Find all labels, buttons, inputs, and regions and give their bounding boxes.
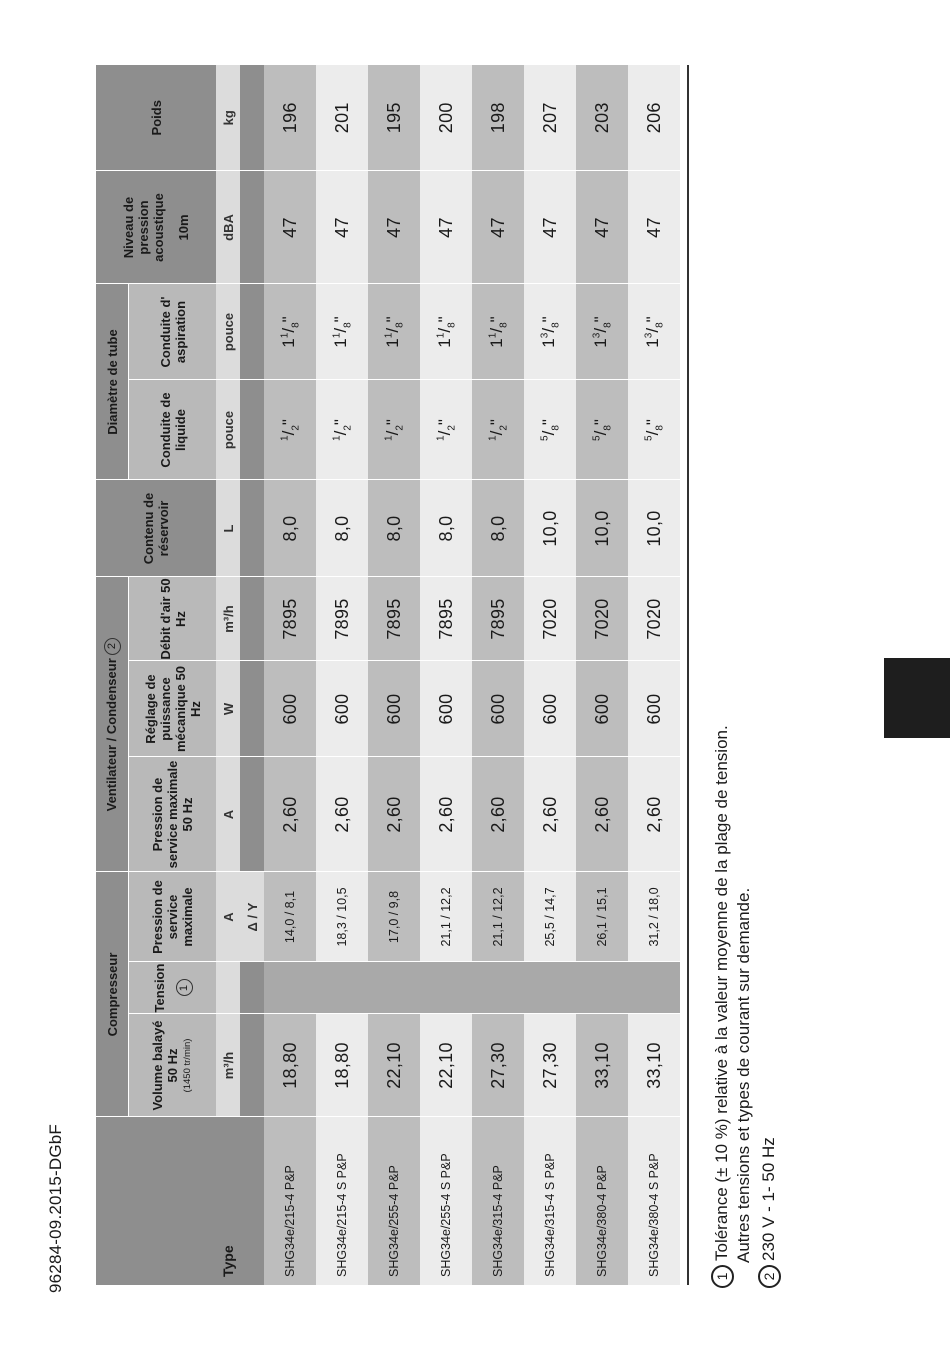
volume-cell: 18,80 (316, 1014, 368, 1117)
header-volume-rpm: (1450 tr/min) (182, 1038, 193, 1093)
header-contenu: Contenu de réservoir (96, 480, 216, 577)
pression-max-cell: 26,1 / 15,1 (576, 872, 628, 962)
debit-cell: 7020 (524, 577, 576, 661)
footnote-2-text: 230 V - 1- 50 Hz (758, 1137, 778, 1261)
contenu-cell: 8,0 (264, 480, 316, 577)
header-ventilateur (96, 577, 129, 872)
poids-cell: 196 (264, 65, 316, 171)
conduite-aspiration-cell: $1^1/_8$" (420, 284, 472, 380)
tension-cell (264, 962, 680, 1014)
reglage-cell: 600 (368, 661, 420, 757)
header-niveau-distance: 10m (176, 214, 191, 241)
conduite-liquide-cell: $^5/_8$" (524, 380, 576, 480)
table-row (316, 65, 368, 1285)
type-cell: SHG34e/215-4 S P&P (316, 1117, 368, 1285)
pression-vent-cell: 2,60 (316, 757, 368, 872)
conduite-aspiration-cell: $1^3/_8$" (576, 284, 628, 380)
contenu-cell: 8,0 (420, 480, 472, 577)
debit-cell: 7895 (264, 577, 316, 661)
reglage-cell: 600 (420, 661, 472, 757)
document-id: 96284-09.2015-DGbF (46, 1124, 65, 1293)
type-cell: SHG34e/215-4 P&P (264, 1117, 316, 1285)
footnote-2-circle: 2 (758, 1265, 781, 1288)
reglage-cell: 600 (472, 661, 524, 757)
table-bottom-rule (687, 65, 689, 1285)
contenu-cell: 10,0 (524, 480, 576, 577)
unit-row2-niveau (240, 171, 264, 284)
pression-max-cell: 21,1 / 12,2 (472, 872, 524, 962)
unit-row2-poids (240, 65, 264, 171)
poids-cell: 201 (316, 65, 368, 171)
volume-cell: 33,10 (576, 1014, 628, 1117)
conduite-liquide-cell: $^5/_8$" (576, 380, 628, 480)
contenu-cell: 10,0 (628, 480, 680, 577)
conduite-liquide-cell: $^1/_2$" (368, 380, 420, 480)
conduite-aspiration-cell: $1^3/_8$" (524, 284, 576, 380)
unit-row2-aspiration (240, 284, 264, 380)
pression-vent-cell: 2,60 (524, 757, 576, 872)
unit-conduite-aspiration: pouce (216, 284, 240, 380)
header-type-spacer (96, 1117, 216, 1285)
header-volume-freq: 50 Hz (165, 1048, 180, 1083)
niveau-cell: 47 (576, 171, 628, 284)
conduite-aspiration-cell: $1^1/_8$" (264, 284, 316, 380)
header-compresseur: Compresseur (96, 872, 129, 1117)
poids-cell: 198 (472, 65, 524, 171)
footnote-1-circle: 1 (711, 1265, 734, 1288)
footnote-1-line1: Tolérance (± 10 %) relative à la valeur moyenne de la plage de tension. (711, 725, 731, 1261)
unit-volume: m³/h (216, 1014, 240, 1117)
unit-row2-pression-vent (240, 757, 264, 872)
type-cell: SHG34e/255-4 S P&P (420, 1117, 472, 1285)
conduite-aspiration-cell: $1^3/_8$" (628, 284, 680, 380)
header-ventilateur-label: Ventilateur / Condenseur (103, 658, 119, 812)
niveau-cell: 47 (316, 171, 368, 284)
unit-poids: kg (216, 65, 240, 171)
header-volume (129, 1014, 216, 1117)
unit-debit: m³/h (216, 577, 240, 661)
type-cell: SHG34e/380-4 P&P (576, 1117, 628, 1285)
conduite-aspiration-cell: $1^1/_8$" (472, 284, 524, 380)
volume-cell: 33,10 (628, 1014, 680, 1117)
reglage-cell: 600 (264, 661, 316, 757)
volume-cell: 22,10 (420, 1014, 472, 1117)
footnote-2-marker: 2 (104, 638, 121, 655)
unit-pression-vent: A (216, 757, 240, 872)
contenu-cell: 8,0 (472, 480, 524, 577)
pression-max-cell: 25,5 / 14,7 (524, 872, 576, 962)
footnote-1-marker: 1 (176, 980, 193, 997)
pression-vent-cell: 2,60 (420, 757, 472, 872)
contenu-cell: 10,0 (576, 480, 628, 577)
pression-max-cell: 18,3 / 10,5 (316, 872, 368, 962)
table-row (368, 65, 420, 1285)
niveau-cell: 47 (368, 171, 420, 284)
debit-cell: 7895 (316, 577, 368, 661)
type-cell: SHG34e/315-4 S P&P (524, 1117, 576, 1285)
table-row (264, 65, 316, 1285)
poids-cell: 203 (576, 65, 628, 171)
niveau-cell: 47 (420, 171, 472, 284)
pression-vent-cell: 2,60 (264, 757, 316, 872)
conduite-liquide-cell: $^1/_2$" (420, 380, 472, 480)
type-cell: SHG34e/380-4 S P&P (628, 1117, 680, 1285)
pression-max-cell: 21,1 / 12,2 (420, 872, 472, 962)
conduite-aspiration-cell: $1^1/_8$" (368, 284, 420, 380)
conduite-liquide-cell: $^1/_2$" (264, 380, 316, 480)
unit-contenu: L (216, 480, 240, 577)
volume-cell: 27,30 (524, 1014, 576, 1117)
header-debit: Débit d'air 50 Hz (129, 577, 216, 661)
reglage-cell: 600 (628, 661, 680, 757)
debit-cell: 7020 (628, 577, 680, 661)
unit-row2-contenu (240, 480, 264, 577)
reglage-cell: 600 (524, 661, 576, 757)
volume-cell: 18,80 (264, 1014, 316, 1117)
footnote-1 (711, 725, 734, 1288)
header-diametre: Diamètre de tube (96, 284, 129, 480)
debit-cell: 7895 (472, 577, 524, 661)
pression-max-cell: 14,0 / 8,1 (264, 872, 316, 962)
header-poids: Poids (96, 65, 216, 171)
unit-niveau: dBA (216, 171, 240, 284)
header-conduite-aspiration: Conduite d' aspiration (129, 284, 216, 380)
niveau-cell: 47 (472, 171, 524, 284)
unit-row2-debit (240, 577, 264, 661)
niveau-cell: 47 (628, 171, 680, 284)
volume-cell: 22,10 (368, 1014, 420, 1117)
pression-vent-cell: 2,60 (628, 757, 680, 872)
unit-row2-reglage (240, 661, 264, 757)
debit-cell: 7895 (420, 577, 472, 661)
footnote-1-line2: Autres tensions et types de courant sur demande. (734, 887, 753, 1263)
header-tension-label: Tension (152, 963, 168, 1013)
poids-cell: 207 (524, 65, 576, 171)
unit-conduite-liquide: pouce (216, 380, 240, 480)
header-pression-max: Pression de service maximale (129, 872, 216, 962)
volume-cell: 27,30 (472, 1014, 524, 1117)
conduite-liquide-cell: $^1/_2$" (472, 380, 524, 480)
unit-pression-max-sub: Δ / Y (240, 872, 264, 962)
unit-row2-liquide (240, 380, 264, 480)
unit-row2-tension (240, 962, 264, 1014)
table-row (524, 65, 576, 1285)
pression-vent-cell: 2,60 (576, 757, 628, 872)
contenu-cell: 8,0 (316, 480, 368, 577)
unit-row2-type (240, 1117, 264, 1285)
header-niveau-label: Niveau de pression acoustique (121, 193, 166, 262)
debit-cell: 7895 (368, 577, 420, 661)
reglage-cell: 600 (316, 661, 368, 757)
type-cell: SHG34e/255-4 P&P (368, 1117, 420, 1285)
poids-cell: 206 (628, 65, 680, 171)
pression-vent-cell: 2,60 (472, 757, 524, 872)
poids-cell: 200 (420, 65, 472, 171)
conduite-aspiration-cell: $1^1/_8$" (316, 284, 368, 380)
poids-cell: 195 (368, 65, 420, 171)
technical-data-table (96, 65, 680, 1285)
chapter-tab-marker (884, 658, 950, 738)
debit-cell: 7020 (576, 577, 628, 661)
reglage-cell: 600 (576, 661, 628, 757)
unit-pression-max: A (216, 872, 240, 962)
header-type: Type (216, 1117, 240, 1285)
unit-row2-volume (240, 1014, 264, 1117)
table-row (420, 65, 472, 1285)
conduite-liquide-cell: $^5/_8$" (628, 380, 680, 480)
type-cell: SHG34e/315-4 P&P (472, 1117, 524, 1285)
header-tension (129, 962, 216, 1014)
header-conduite-liquide: Conduite de liquide (129, 380, 216, 480)
table-row (472, 65, 524, 1285)
header-reglage: Réglage de puissance mécanique 50 Hz (129, 661, 216, 757)
table-row (628, 65, 680, 1285)
header-volume-label: Volume balayé (150, 1020, 165, 1111)
conduite-liquide-cell: $^1/_2$" (316, 380, 368, 480)
pression-max-cell: 17,0 / 9,8 (368, 872, 420, 962)
pression-vent-cell: 2,60 (368, 757, 420, 872)
table-row (576, 65, 628, 1285)
unit-tension (216, 962, 240, 1014)
header-pression-vent: Pression de service maximale 50 Hz (129, 757, 216, 872)
contenu-cell: 8,0 (368, 480, 420, 577)
niveau-cell: 47 (264, 171, 316, 284)
niveau-cell: 47 (524, 171, 576, 284)
header-niveau (96, 171, 216, 284)
unit-reglage: W (216, 661, 240, 757)
pression-max-cell: 31,2 / 18,0 (628, 872, 680, 962)
footnote-2 (758, 1137, 781, 1288)
